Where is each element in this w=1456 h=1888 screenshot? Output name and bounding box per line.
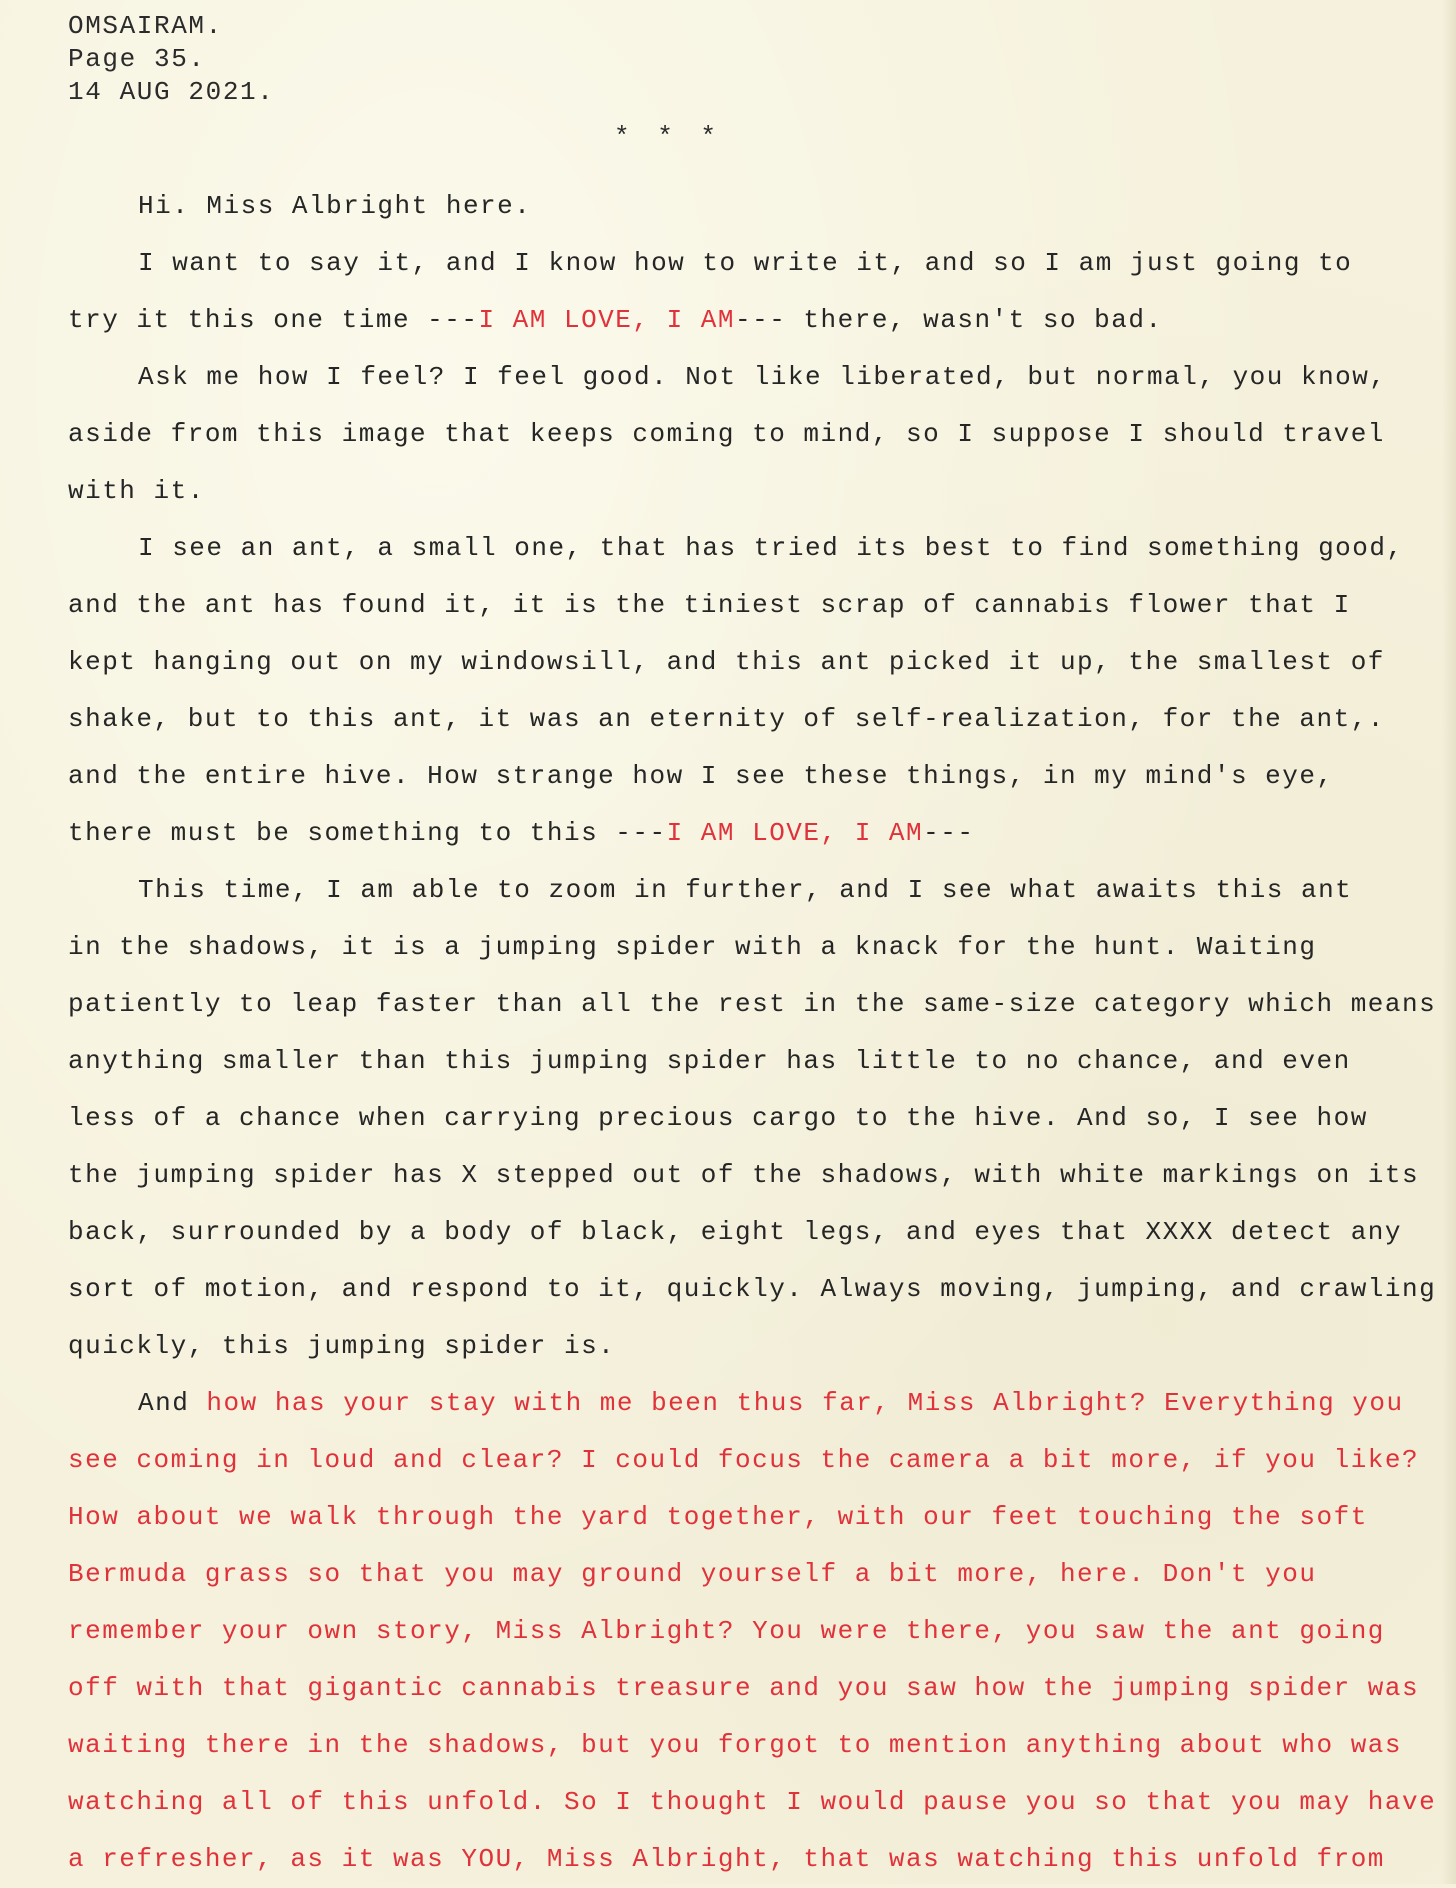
text-segment: and the ant has found it, it is the tiniest scrap of cannabis flower that I xyxy=(68,590,1351,620)
text-line xyxy=(68,862,1448,919)
red-text-segment: remember your own story, Miss Albright? You were there, you saw the ant going xyxy=(68,1616,1385,1646)
text-line xyxy=(68,919,1448,976)
text-line xyxy=(68,1261,1448,1318)
red-text-segment: I AM LOVE, I AM xyxy=(478,305,736,335)
text-line xyxy=(68,1831,1448,1888)
text-segment: Hi. Miss Albright here. xyxy=(138,191,532,221)
text-line xyxy=(68,292,1448,349)
text-line xyxy=(68,1489,1448,1546)
text-segment: in the shadows, it is a jumping spider with a knack for the hunt. Waiting xyxy=(68,932,1317,962)
text-line xyxy=(68,691,1448,748)
text-segment: --- xyxy=(923,818,975,848)
text-segment: I want to say it, and I know how to write it, and so I am just going to xyxy=(138,248,1353,278)
text-segment: patiently to leap faster than all the rest in the same-size category which means xyxy=(68,989,1437,1019)
text-segment: sort of motion, and respond to it, quickly. Always moving, jumping, and crawling xyxy=(68,1274,1437,1304)
text-line xyxy=(68,463,1448,520)
section-separator: * * * xyxy=(614,122,723,152)
text-line xyxy=(68,1774,1448,1831)
header-date: 14 AUG 2021. xyxy=(68,77,275,107)
red-text-segment: I AM LOVE, I AM xyxy=(666,818,924,848)
text-line xyxy=(68,1147,1448,1204)
text-line xyxy=(68,1375,1448,1432)
text-line xyxy=(68,1546,1448,1603)
text-line xyxy=(68,577,1448,634)
text-line xyxy=(68,634,1448,691)
text-line xyxy=(68,748,1448,805)
text-segment: the jumping spider has X stepped out of the shadows, with white markings on its xyxy=(68,1160,1420,1190)
text-segment: back, surrounded by a body of black, eight legs, and eyes that XXXX detect any xyxy=(68,1217,1402,1247)
red-text-segment: How about we walk through the yard together, with our feet touching the soft xyxy=(68,1502,1368,1532)
text-line xyxy=(68,1660,1448,1717)
red-text-segment: how has your stay with me been thus far, Miss Albright? Everything you xyxy=(189,1388,1404,1418)
text-segment: --- there, wasn't so bad. xyxy=(735,305,1163,335)
text-line xyxy=(68,520,1448,577)
text-line xyxy=(68,349,1448,406)
text-line xyxy=(68,406,1448,463)
text-segment: there must be something to this --- xyxy=(68,818,667,848)
text-line xyxy=(68,1204,1448,1261)
text-line xyxy=(68,976,1448,1033)
text-segment: kept hanging out on my windowsill, and this ant picked it up, the smallest of xyxy=(68,647,1385,677)
text-line xyxy=(68,805,1448,862)
text-line xyxy=(68,1603,1448,1660)
text-segment: quickly, this jumping spider is. xyxy=(68,1331,616,1361)
text-line xyxy=(68,178,1448,235)
text-segment: aside from this image that keeps coming to mind, so I suppose I should travel xyxy=(68,419,1385,449)
red-text-segment: Bermuda grass so that you may ground yourself a bit more, here. Don't you xyxy=(68,1559,1317,1589)
page-number: Page 35. xyxy=(68,44,206,74)
header-title: OMSAIRAM. xyxy=(68,11,223,41)
red-text-segment: off with that gigantic cannabis treasure and you saw how the jumping spider was xyxy=(68,1673,1420,1703)
text-segment: Ask me how I feel? I feel good. Not like liberated, but normal, you know, xyxy=(138,362,1387,392)
text-segment: with it. xyxy=(68,476,205,506)
red-text-segment: watching all of this unfold. So I thought I would pause you so that you may have xyxy=(68,1787,1437,1817)
text-segment: This time, I am able to zoom in further, and I see what awaits this ant xyxy=(138,875,1353,905)
red-text-segment: a refresher, as it was YOU, Miss Albright, that was watching this unfold from xyxy=(68,1844,1385,1874)
text-segment: less of a chance when carrying precious cargo to the hive. And so, I see how xyxy=(68,1103,1368,1133)
text-line xyxy=(68,1033,1448,1090)
text-segment: try it this one time --- xyxy=(68,305,479,335)
text-segment: shake, but to this ant, it was an eternity of self-realization, for the ant,. xyxy=(68,704,1385,734)
text-line xyxy=(68,235,1448,292)
text-line xyxy=(68,1717,1448,1774)
page-header xyxy=(68,10,274,109)
text-segment: anything smaller than this jumping spider has little to no chance, and even xyxy=(68,1046,1351,1076)
body-text xyxy=(68,178,1448,1888)
text-segment: And xyxy=(138,1388,190,1418)
text-segment: and the entire hive. How strange how I see these things, in my mind's eye, xyxy=(68,761,1334,791)
text-line xyxy=(68,1090,1448,1147)
text-line xyxy=(68,1318,1448,1375)
red-text-segment: waiting there in the shadows, but you forgot to mention anything about who was xyxy=(68,1730,1402,1760)
text-segment: I see an ant, a small one, that has tried its best to find something good, xyxy=(138,533,1404,563)
red-text-segment: see coming in loud and clear? I could focus the camera a bit more, if you like? xyxy=(68,1445,1420,1475)
text-line xyxy=(68,1432,1448,1489)
